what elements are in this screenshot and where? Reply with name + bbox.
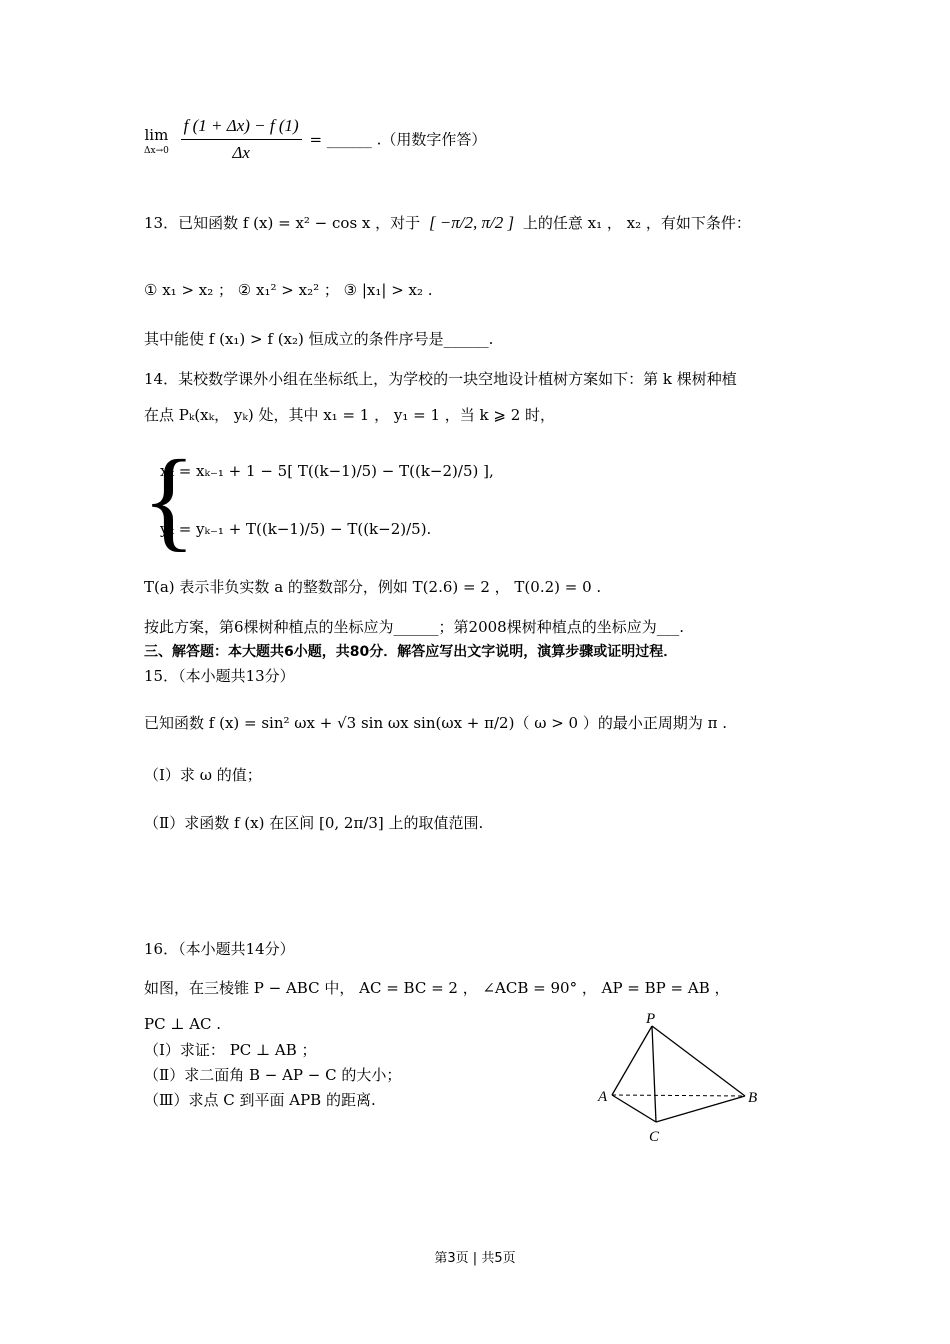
q14-line1: 14．某校数学课外小组在坐标纸上，为学校的一块空地设计植树方案如下：第 k 棵树种植 [144,370,737,388]
q16-head: 16．（本小题共14分） [144,940,295,958]
q13-intro: 13．已知函数 f (x) = x² − cos x ，对于 [144,214,421,232]
lim-numerator: f (1 + Δx) − f (1) [181,115,302,140]
lim-label: lim [144,125,169,144]
q14-system-brace: { [142,438,196,562]
q14-line2: 在点 Pₖ(xₖ， yₖ) 处，其中 x₁ = 1 ， y₁ = 1 ，当 k ⩾ 2 时， [144,406,556,424]
edge-AC [612,1095,656,1122]
lim-denominator: Δx [232,143,250,162]
q16-part1: （Ⅰ）求证： PC ⊥ AB ； [144,1041,317,1059]
q12-limit-expression [144,115,486,164]
lim-subscript: Δx→0 [144,145,169,156]
tetrahedron-figure [590,1010,770,1150]
q16-part3: （Ⅲ）求点 C 到平面 APB 的距离. [144,1091,376,1109]
edge-AB-hidden [612,1095,745,1096]
lim-fraction [181,115,302,164]
q16-stem2: PC ⊥ AC . [144,1015,222,1033]
label-P: P [646,1011,656,1027]
q13-tail: 上的任意 x₁ ， x₂ ，有如下条件： [522,214,751,232]
q14-question: 按此方案，第6棵树种植点的坐标应为______；第2008棵树种植点的坐标应为___. [144,618,684,636]
edge-BC [656,1096,745,1122]
page-footer: 第3页 | 共5页 [434,1251,516,1266]
section3-heading: 三、解答题：本大题共6小题，共80分．解答应写出文字说明，演算步骤或证明过程． [144,644,678,660]
q13-question: 其中能使 f (x₁) > f (x₂) 恒成立的条件序号是______. [144,330,494,348]
label-A: A [598,1089,608,1105]
edge-PB [652,1026,745,1096]
q13-stem [144,212,751,234]
edge-PA [612,1026,652,1095]
q15-stem: 已知函数 f (x) = sin² ωx + √3 sin ωx sin(ωx + π/2)（ ω > 0 ）的最小正周期为 π . [144,714,728,732]
q14-note: T(a) 表示非负实数 a 的整数部分，例如 T(2.6) = 2 ， T(0.2) = 0 . [144,578,602,596]
lim-answer-blank: = ______ .（用数字作答） [309,130,487,149]
q14-equation-x: xₖ = xₖ₋₁ + 1 − 5[ T((k−1)/5) − T((k−2)/5) ], [160,462,494,480]
q14-equation-y: yₖ = yₖ₋₁ + T((k−1)/5) − T((k−2)/5). [160,520,432,538]
q13-conditions: ① x₁ > x₂ ； ② x₁² > x₂² ； ③ |x₁| > x₂ . [144,281,433,299]
q15-head: 15．（本小题共13分） [144,667,295,685]
label-B: B [748,1090,758,1106]
q15-part2: （Ⅱ）求函数 f (x) 在区间 [0, 2π/3] 上的取值范围. [144,814,484,832]
q16-part2: （Ⅱ）求二面角 B − AP − C 的大小； [144,1066,402,1084]
label-C: C [649,1129,660,1145]
q13-interval: [ −π/2, π/2 ] [428,213,515,232]
q15-part1: （Ⅰ）求 ω 的值； [144,766,262,784]
edge-PC [652,1026,656,1122]
q16-stem1: 如图，在三棱锥 P − ABC 中， AC = BC = 2 ， ∠ACB = 90° ， AP = BP = AB ， [144,979,730,997]
